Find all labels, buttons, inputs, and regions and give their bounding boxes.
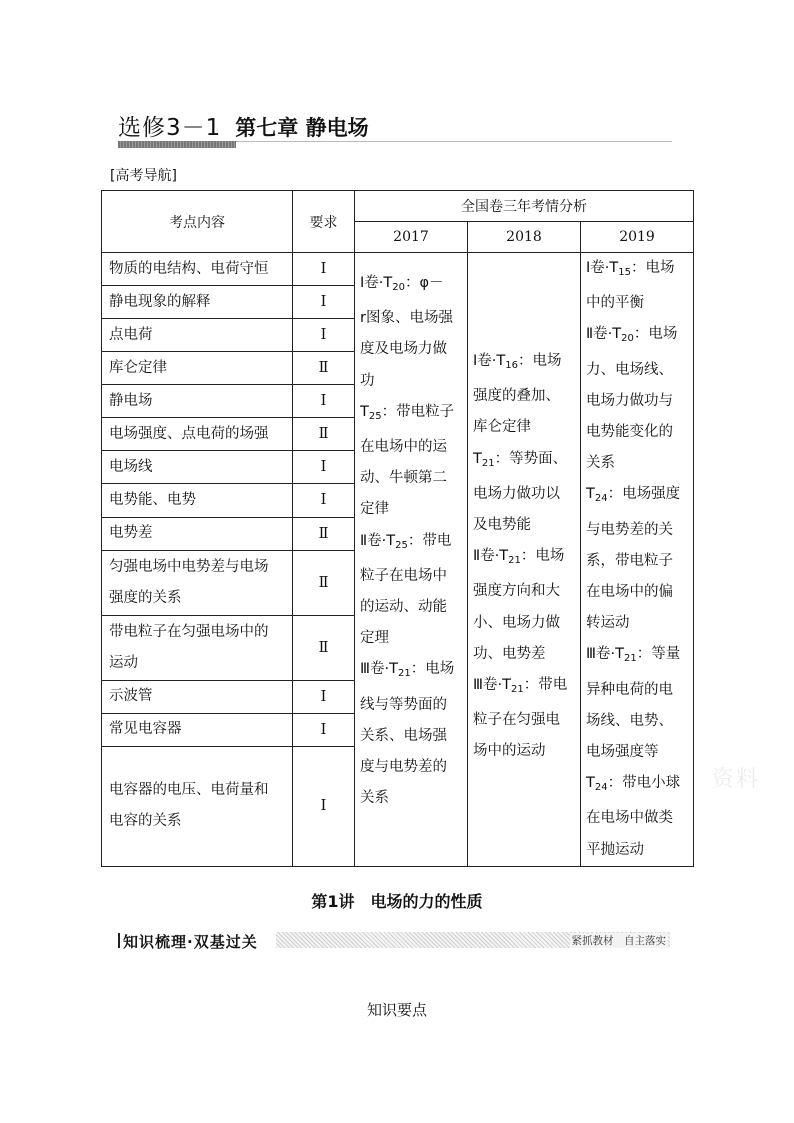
- requirement-cell: Ⅰ: [293, 746, 355, 866]
- section-heading: 知识要点: [366, 1001, 427, 1019]
- analysis-line: $T_{21}$：等势面、: [473, 450, 568, 469]
- requirement-cell: Ⅰ: [293, 680, 355, 713]
- analysis-line: Ⅰ卷$\cdot T_{20}$：φ－: [360, 275, 444, 293]
- analysis-line: Ⅱ卷$\cdot T_{21}$：电场: [473, 548, 565, 567]
- analysis-line: 定律: [360, 501, 389, 518]
- analysis-line: 系，带电粒子: [586, 552, 673, 569]
- analysis-line: 中的平衡: [586, 295, 644, 312]
- topic-cell: 点电荷: [102, 319, 293, 352]
- requirement-cell: Ⅰ: [293, 253, 355, 286]
- topic-cell: 库仑定律: [102, 352, 293, 385]
- analysis-line: Ⅰ卷$\cdot T_{16}$：电场: [473, 353, 562, 371]
- analysis-line: Ⅲ卷$\cdot T_{21}$：等量: [586, 646, 681, 665]
- analysis-line: 力、电场线、: [586, 361, 673, 378]
- analysis-line: 粒子在电场中: [360, 567, 447, 584]
- section-banner: [118, 931, 670, 950]
- header-requirement: 要求: [293, 191, 355, 253]
- topic-cell: 匀强电场中电势差与电场 强度的关系: [102, 550, 293, 615]
- topic-cell: 常见电容器: [102, 713, 293, 746]
- analysis-line: Ⅰ卷$\cdot T_{15}$：电场: [586, 260, 675, 278]
- topic-cell: 静电场: [102, 385, 293, 418]
- analysis-line: 动、牛顿第二: [360, 470, 447, 487]
- banner-subtitle: 紧抓教材 自主落实: [571, 935, 666, 947]
- analysis-line: 强度的叠加、: [473, 388, 560, 405]
- analysis-line: 关系: [586, 455, 615, 472]
- title-underline-bar: [118, 141, 236, 148]
- guide-label: [高考导航]: [110, 168, 177, 184]
- analysis-line: 电场力做功以: [473, 485, 560, 502]
- chapter-title: [118, 108, 369, 142]
- requirement-cell: Ⅱ: [293, 615, 355, 680]
- analysis-line: 粒子在匀强电: [473, 712, 560, 729]
- topic-cell: 电容器的电压、电荷量和 电容的关系: [102, 746, 293, 866]
- lecture-title: 第1讲 电场的力的性质: [311, 892, 483, 911]
- banner-title: 知识梳理·双基过关: [123, 933, 258, 951]
- chapter-name: 第七章 静电场: [235, 115, 369, 140]
- analysis-line: Ⅲ卷$\cdot T_{21}$：带电: [473, 677, 568, 696]
- analysis-line: 场线、电势、: [586, 712, 673, 729]
- topic-cell: 电场线: [102, 451, 293, 484]
- requirement-cell: Ⅰ: [293, 319, 355, 352]
- analysis-line: 关系、电场强: [360, 727, 447, 744]
- header-year-2018: 2018: [468, 222, 581, 253]
- analysis-line: Ⅲ卷$\cdot T_{21}$：电场: [360, 661, 455, 680]
- analysis-2019-cell: [581, 253, 694, 867]
- analysis-line: 电势能变化的: [586, 424, 673, 441]
- analysis-2017-cell: [355, 253, 468, 867]
- topic-cell: 电势能、电势: [102, 484, 293, 517]
- watermark: 资料: [712, 767, 761, 792]
- topic-cell: 电场强度、点电荷的场强: [102, 418, 293, 451]
- analysis-line: 线与等势面的: [360, 696, 447, 713]
- analysis-line: 电场力做功与: [586, 392, 673, 409]
- analysis-line: 在电场中的运: [360, 439, 447, 456]
- requirement-cell: Ⅰ: [293, 385, 355, 418]
- analysis-line: 关系: [360, 790, 389, 807]
- analysis-line: Ⅱ卷$\cdot T_{25}$：带电: [360, 532, 452, 551]
- header-analysis: 全国卷三年考情分析: [355, 191, 694, 222]
- analysis-line: 的运动、动能: [360, 599, 447, 616]
- topic-cell: 带电粒子在匀强电场中的 运动: [102, 615, 293, 680]
- analysis-2018-cell: [468, 253, 581, 867]
- analysis-line: 库仑定律: [473, 419, 531, 436]
- requirement-cell: Ⅰ: [293, 713, 355, 746]
- analysis-line: 小、电场力做: [473, 614, 560, 631]
- analysis-line: 功、电势差: [473, 645, 546, 662]
- analysis-line: $T_{25}$：带电粒子: [360, 403, 455, 422]
- requirement-cell: Ⅰ: [293, 286, 355, 319]
- header-year-2017: 2017: [355, 222, 468, 253]
- requirement-cell: Ⅱ: [293, 550, 355, 615]
- analysis-line: 功: [360, 372, 375, 389]
- analysis-line: 度与电势差的: [360, 759, 447, 776]
- analysis-line: 转运动: [586, 615, 630, 632]
- requirement-cell: Ⅱ: [293, 352, 355, 385]
- requirement-cell: Ⅰ: [293, 484, 355, 517]
- requirement-cell: Ⅱ: [293, 418, 355, 451]
- analysis-line: 电场强度等: [586, 744, 659, 761]
- analysis-line: 在电场中的偏: [586, 584, 673, 601]
- requirement-cell: Ⅰ: [293, 451, 355, 484]
- analysis-line: 强度方向和大: [473, 583, 560, 600]
- table-row: [102, 253, 694, 286]
- banner-left-bar: [118, 933, 120, 948]
- header-topic: 考点内容: [102, 191, 293, 253]
- analysis-line: 定理: [360, 630, 389, 647]
- analysis-line: $T_{24}$：带电小球: [586, 775, 681, 794]
- analysis-line: 异种电荷的电: [586, 681, 673, 698]
- analysis-line: 场中的运动: [473, 743, 546, 760]
- topic-cell: 静电现象的解释: [102, 286, 293, 319]
- topic-cell: 电势差: [102, 517, 293, 550]
- analysis-line: 度及电场力做: [360, 341, 447, 358]
- elective-label: 选修3－1: [118, 115, 222, 141]
- analysis-line: Ⅱ卷$\cdot T_{20}$：电场: [586, 326, 678, 345]
- analysis-line: 及电势能: [473, 517, 531, 534]
- topic-cell: 示波管: [102, 680, 293, 713]
- topic-cell: 物质的电结构、电荷守恒: [102, 253, 293, 286]
- analysis-line: r图象、电场强: [360, 310, 453, 327]
- analysis-line: 平抛运动: [586, 841, 644, 858]
- analysis-line: 与电势差的关: [586, 521, 673, 538]
- exam-guide-table: [101, 190, 694, 867]
- analysis-line: $T_{24}$：电场强度: [586, 486, 681, 505]
- requirement-cell: Ⅱ: [293, 517, 355, 550]
- header-year-2019: 2019: [581, 222, 694, 253]
- analysis-line: 在电场中做类: [586, 810, 673, 827]
- title-rule: [236, 141, 672, 142]
